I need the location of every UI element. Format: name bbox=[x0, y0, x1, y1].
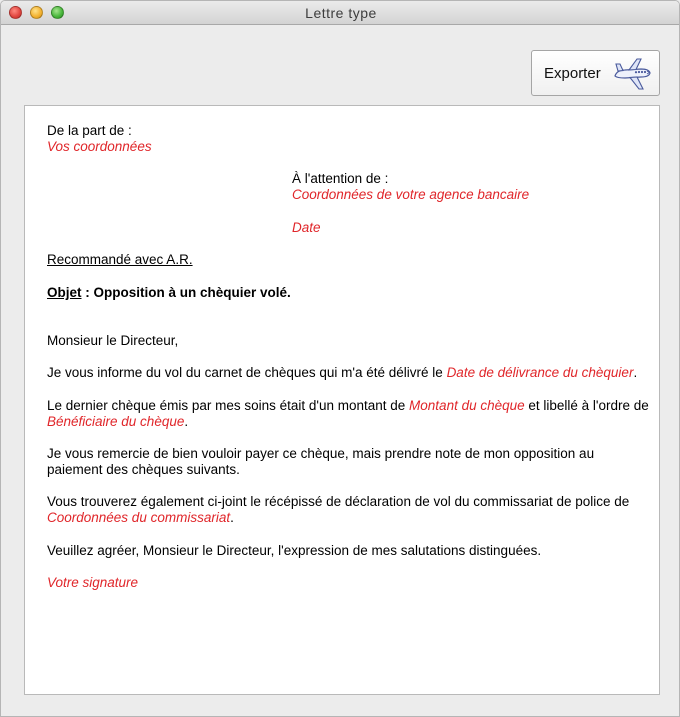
sender-placeholder[interactable]: Vos coordonnées bbox=[47, 139, 152, 154]
title-bar[interactable] bbox=[1, 1, 680, 25]
export-button-label: Exporter bbox=[544, 64, 601, 82]
recipient-label: À l'attention de : bbox=[292, 171, 389, 186]
paragraph-last-cheque-mid: et libellé à l'ordre de bbox=[524, 398, 649, 413]
paragraph-last-cheque-end: . bbox=[184, 414, 189, 429]
letter-document[interactable] bbox=[24, 105, 660, 695]
closing-formula: Veuillez agréer, Monsieur le Directeur, l'expression de mes salutations distinguées. bbox=[47, 543, 542, 558]
paragraph-opposition-line1: Je vous remercie de bien vouloir payer ce chèque, mais prendre note de mon opposition au bbox=[47, 446, 595, 461]
salutation: Monsieur le Directeur, bbox=[47, 333, 179, 348]
subject-text: : Opposition à un chèquier volé. bbox=[81, 285, 291, 300]
police-station-placeholder[interactable]: Coordonnées du commissariat bbox=[47, 510, 231, 525]
subject-label: Objet bbox=[47, 285, 82, 300]
paragraph-police-end: . bbox=[230, 510, 234, 525]
window-title: Lettre type bbox=[305, 5, 377, 21]
sender-label: De la part de : bbox=[47, 123, 132, 138]
recipient-placeholder[interactable]: Coordonnées de votre agence bancaire bbox=[292, 187, 530, 202]
signature-placeholder[interactable]: Votre signature bbox=[47, 575, 139, 590]
registered-mail-note: Recommandé avec A.R. bbox=[47, 252, 193, 267]
subject-line bbox=[47, 285, 291, 301]
date-placeholder[interactable]: Date bbox=[292, 220, 321, 235]
paragraph-police-line1: Vous trouverez également ci-joint le récépissé de déclaration de vol du commissariat de police de bbox=[47, 494, 630, 509]
paragraph-last-cheque-line2 bbox=[47, 414, 188, 430]
paragraph-theft bbox=[47, 365, 637, 381]
paragraph-police-line2 bbox=[47, 510, 234, 526]
paragraph-theft-text: Je vous informe du vol du carnet de chèques qui m'a été délivré le bbox=[47, 365, 447, 380]
paragraph-opposition-line2: paiement des chèques suivants. bbox=[47, 462, 240, 477]
paragraph-theft-end: . bbox=[633, 365, 638, 380]
issue-date-placeholder[interactable]: Date de délivrance du chèquier bbox=[446, 365, 634, 380]
paragraph-last-cheque bbox=[47, 398, 649, 414]
cheque-payee-placeholder[interactable]: Bénéficiaire du chèque bbox=[47, 414, 185, 429]
paragraph-last-cheque-text: Le dernier chèque émis par mes soins était d'un montant de bbox=[47, 398, 410, 413]
cheque-amount-placeholder[interactable]: Montant du chèque bbox=[409, 398, 525, 413]
export-button[interactable] bbox=[531, 50, 660, 96]
airplane-icon bbox=[611, 56, 653, 92]
